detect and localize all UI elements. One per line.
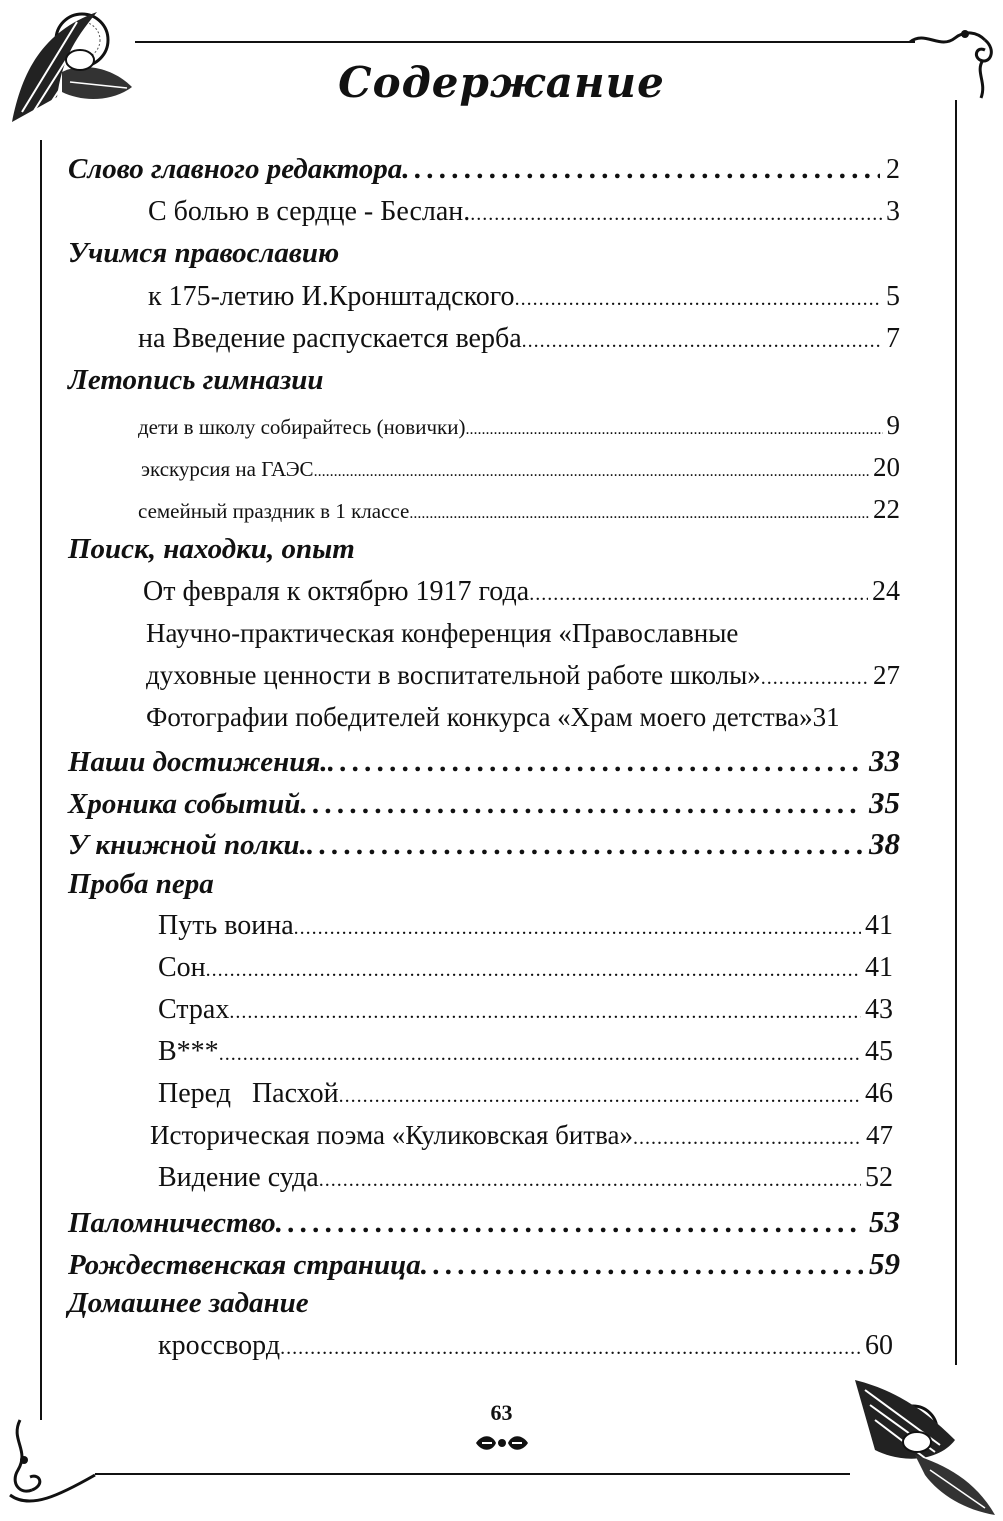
toc-label: экскурсия на ГАЭС <box>141 457 314 481</box>
toc-label: на Введение распускается верба <box>138 323 522 354</box>
toc-entry-row <box>143 576 900 608</box>
toc-entry-row <box>141 452 900 483</box>
toc-entry-row <box>146 660 900 691</box>
toc-section-row <box>68 153 900 186</box>
scroll-flourish-icon <box>472 1432 532 1454</box>
toc-label: Паломничество <box>68 1207 276 1239</box>
toc-entry-row <box>158 1078 893 1110</box>
toc-page: 41 <box>865 910 893 941</box>
toc-label: У книжной полки. <box>68 829 307 861</box>
toc-label: Учимся православию <box>68 237 340 269</box>
toc-section-row <box>68 1287 900 1320</box>
toc-page: 33 <box>869 743 900 778</box>
frame-left-line <box>40 140 42 1420</box>
toc-entry-row <box>138 323 900 355</box>
toc-label: Слово главного редактора <box>68 153 403 185</box>
toc-section-row <box>68 826 900 862</box>
page-title: Содержание <box>338 58 665 107</box>
toc-label: В*** <box>158 1036 219 1067</box>
toc-entry-row <box>146 702 908 733</box>
toc-page: 43 <box>865 994 893 1025</box>
toc-page: 47 <box>866 1120 893 1150</box>
toc-entry-row <box>148 281 900 313</box>
toc-label: Домашнее задание <box>68 1287 309 1319</box>
toc-section-row <box>68 868 900 901</box>
page-number: 63 <box>490 1400 513 1425</box>
toc-page: 7 <box>886 323 900 354</box>
toc-label: к 175-летию И.Кронштадского <box>148 281 515 312</box>
toc-label: Историческая поэма «Куликовская битва» <box>150 1120 633 1150</box>
toc-label: Перед Пасхой <box>158 1078 339 1109</box>
toc-entry-row <box>158 910 893 942</box>
toc-page: 31 <box>812 702 840 732</box>
toc-page: 5 <box>886 281 900 312</box>
toc-label: С болью в сердце - Беслан. <box>148 196 471 227</box>
toc-label: Проба пера <box>68 868 214 900</box>
toc-label: Научно-практическая конференция «Православные <box>146 618 739 648</box>
toc-page: 46 <box>865 1078 893 1109</box>
toc-page: 59 <box>869 1246 900 1281</box>
toc-label: семейный праздник в 1 классе <box>138 499 410 523</box>
toc-label: Наши достижения. <box>68 746 328 778</box>
toc-section-row <box>68 237 900 270</box>
toc-page: 24 <box>872 576 900 607</box>
toc-entry-row <box>138 494 900 525</box>
toc-label: Страх <box>158 994 230 1025</box>
toc-page: 35 <box>869 785 900 820</box>
toc-page: 60 <box>865 1330 893 1361</box>
toc-entry-row <box>158 1162 893 1194</box>
toc-section-row <box>68 743 900 779</box>
toc-section-row <box>68 533 900 566</box>
scroll-flourish-icon <box>0 1415 110 1515</box>
toc-page: 45 <box>865 1036 893 1067</box>
toc-entry-row <box>158 1330 893 1362</box>
toc-label: Рождественская страница <box>68 1249 421 1281</box>
frame-bottom-line <box>95 1473 850 1475</box>
toc-section-row <box>68 1246 900 1282</box>
toc-entry-row <box>158 994 893 1026</box>
toc-label: От февраля к октябрю 1917 года <box>143 576 530 607</box>
toc-section-row <box>68 785 900 821</box>
toc-page: 38 <box>869 826 900 861</box>
toc-page: 3 <box>886 196 900 227</box>
toc-label: Летопись гимназии <box>68 364 324 396</box>
toc-entry-row <box>148 196 900 228</box>
toc-entry-row <box>138 410 900 441</box>
frame-right-line <box>955 100 957 1365</box>
toc-entry-row <box>158 1036 893 1068</box>
toc-page: 27 <box>873 660 900 690</box>
angel-ornament-icon <box>845 1370 1000 1520</box>
toc-page: 41 <box>865 952 893 983</box>
toc-page: 53 <box>869 1204 900 1239</box>
toc-label: кроссворд <box>158 1330 281 1361</box>
toc-label: Сон <box>158 952 206 983</box>
toc-label: Путь воина <box>158 910 294 941</box>
toc-label: дети в школу собирайтесь (новички) <box>138 415 466 439</box>
toc-label: Поиск, находки, опыт <box>68 533 355 565</box>
toc-label: Фотографии победителей конкурса «Храм моего детства» <box>146 702 813 732</box>
frame-top-line <box>135 41 915 43</box>
toc-page: 2 <box>886 154 900 185</box>
toc-page: 22 <box>873 494 900 524</box>
toc-section-row <box>68 364 900 397</box>
toc-page: 20 <box>873 452 900 482</box>
toc-page: 52 <box>865 1162 893 1193</box>
toc-label: Хроника событий <box>68 788 301 820</box>
toc-entry-row <box>150 1120 893 1151</box>
toc-label: Видение суда <box>158 1162 319 1193</box>
toc-section-row <box>68 1204 900 1240</box>
toc-page: 9 <box>886 410 900 440</box>
toc-entry-row <box>158 952 893 984</box>
toc-label: духовные ценности в воспитательной работе школы» <box>146 660 761 690</box>
